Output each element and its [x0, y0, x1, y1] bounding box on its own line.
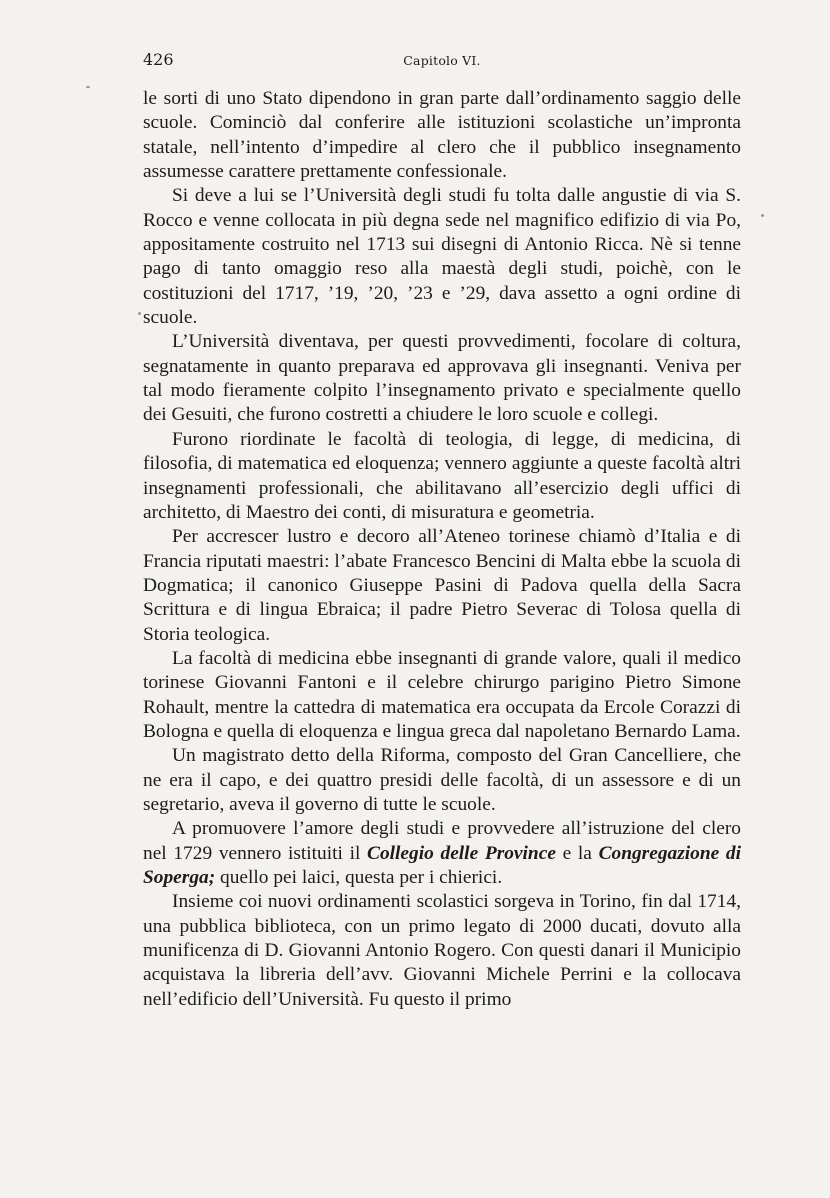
italic-title: Collegio delle Province	[367, 842, 556, 864]
paragraph-text: quello pei laici, questa per i chierici.	[215, 867, 503, 888]
page-number: 426	[143, 50, 174, 69]
scan-speck	[138, 312, 141, 315]
body-text	[143, 87, 741, 1012]
paragraph: L’Università diventava, per questi provvedimenti, focolare di coltura, segnatamente in quanto preparava ed approvava gli insegnanti. Veniva per tal modo fieramente colpito l’insegnamento privato e specialmente quello dei Gesuiti, che furono costretti a chiudere le loro scuole e collegi.	[143, 331, 741, 426]
italic-title: Congregazione di Soperga;	[143, 842, 741, 888]
page-header	[143, 50, 741, 74]
paragraph: le sorti di uno Stato dipendono in gran parte dall’ordinamento saggio delle scuole. Cominciò dal conferire alle istituzioni scolastiche un’impronta statale, nell’intento d’impedire al clero che il pubblico insegnamento assumesse carattere prettamente confessionale.	[143, 88, 741, 183]
paragraph: Un magistrato detto della Riforma, composto del Gran Cancelliere, che ne era il capo, e dei quattro presidi delle facoltà, di un assessore e di un segretario, aveva il governo di tutte le scuole.	[143, 745, 741, 815]
paragraph-with-titles	[143, 817, 741, 890]
running-head: Capitolo VI.	[403, 53, 481, 68]
paragraph-text: e la	[555, 842, 599, 864]
paragraph: Insieme coi nuovi ordinamenti scolastici sorgeva in Torino, fin dal 1714, una pubblica biblioteca, con un primo legato di 2000 ducati, dovuto alla munificenza di D. Giovanni Antonio Rogero. Con questi danari il Municipio acquistava la libreria dell’avv. Giovanni Michele Perrini e la collocava nell’edificio dell’Università. Fu questo il primo	[143, 891, 741, 1010]
paragraph: La facoltà di medicina ebbe insegnanti di grande valore, quali il medico torinese Giovanni Fantoni e il celebre chirurgo parigino Pietro Simone Rohault, mentre la cattedra di matematica era occupata da Ercole Corazzi di Bologna e quella di eloquenza e lingua greca dal napoletano Bernardo Lama.	[143, 647, 741, 742]
scan-speck	[86, 86, 90, 88]
scan-speck	[761, 214, 764, 217]
paragraph: Per accrescer lustro e decoro all’Ateneo torinese chiamò d’Italia e di Francia riputati maestri: l’abate Francesco Bencini di Malta ebbe la scuola di Dogmatica; il canonico Giuseppe Pasini di Padova quella della Sacra Scrittura e di lingua Ebraica; il padre Pietro Severac di Tolosa quella di Storia teologica.	[143, 526, 741, 645]
paragraph: Furono riordinate le facoltà di teologia, di legge, di medicina, di filosofia, di matematica ed eloquenza; vennero aggiunte a queste facoltà altri insegnamenti professionali, che abilitavano all’esercizio degli uffici di architetto, di Maestro dei conti, di misuratura e geometria.	[143, 428, 741, 523]
paragraph-text: A promuovere l’amore degli studi e provvedere all’istruzione del clero nel 1729 vennero istituiti il	[143, 818, 741, 864]
paragraph: Si deve a lui se l’Università degli studi fu tolta dalle angustie di via S. Rocco e venne collocata in più degna sede nel magnifico edifizio di via Po, appositamente costruito nel 1713 sui disegni di Antonio Ricca. Nè si tenne pago di tanto omaggio reso alla maestà degli studi, poichè, con le costituzioni del 1717, ’19, ’20, ’23 e ’29, dava assetto a ogni ordine di scuole.	[143, 185, 741, 329]
